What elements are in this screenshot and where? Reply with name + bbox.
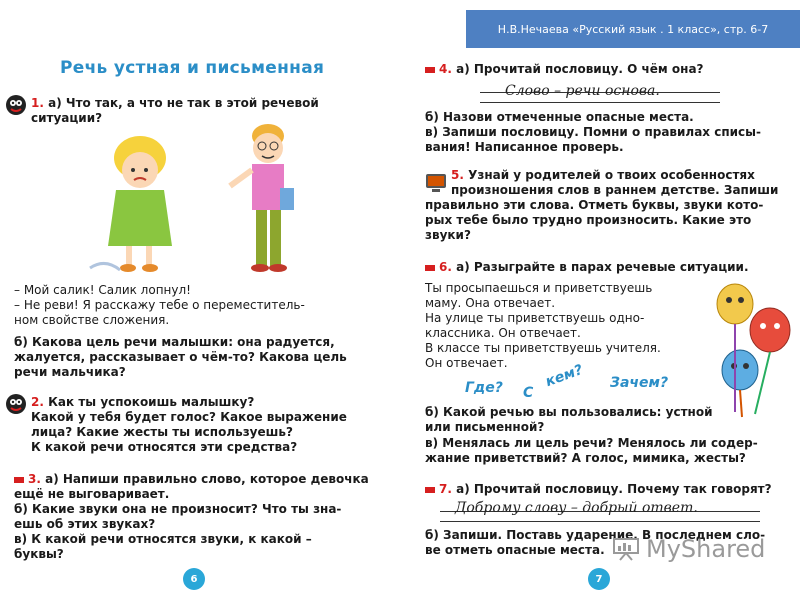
task4-number: 4. — [439, 62, 452, 76]
question-with: С — [523, 385, 534, 401]
task6-c-line-1: в) Менялась ли цель речи? Менялось ли содер- — [425, 436, 758, 450]
task1-b-line-1: б) Какова цель речи малышки: она радуется, — [14, 335, 335, 349]
task1-a-bold: речевой ситуации — [31, 96, 319, 125]
task2-line-1 — [31, 395, 381, 410]
task2-line-4: К какой речи относятся эти средства? — [31, 440, 298, 454]
left-page — [0, 0, 395, 600]
speech-task-icon — [5, 94, 27, 116]
task2-line-2: Какой у тебя будет голос? Какое выражение — [31, 410, 347, 424]
task6-b-line-2: или письменной? — [425, 420, 545, 434]
task6-a — [425, 260, 795, 275]
situation-3-line-2: Он отвечает. — [425, 356, 508, 370]
task4-c-line-1: в) Запиши пословицу. Помни о правилах списы- — [425, 125, 761, 139]
dialog-line-1: – Мой салик! Салик лопнул! — [14, 283, 191, 297]
task2-line-3: лица? Какие жесты ты используешь? — [31, 425, 293, 439]
question-why: Зачем? — [610, 375, 669, 391]
task7-a-text: а) Прочитай пословицу. Почему так говорят? — [456, 482, 772, 496]
task3-line-2: ещё не выговаривает. — [14, 487, 170, 501]
theater-masks-illustration — [710, 282, 795, 422]
task3-line-1 — [14, 472, 384, 487]
task3-line-1-text: а) Напиши правильно слово, которое девочка — [45, 472, 369, 486]
task4-a-text: а) Прочитай пословицу. О чём она? — [456, 62, 704, 76]
writing-task-marker — [425, 265, 435, 271]
task5-line-3: правильно эти слова. Отметь буквы, звуки кото- — [425, 198, 764, 212]
task4-b: б) Назови отмеченные опасные места. — [425, 110, 694, 124]
task4-proverb: Слово – речи основа. — [505, 83, 660, 99]
question-whom: кем? — [543, 361, 586, 391]
task1-b-line-2: жалуется, рассказывает о чём-то? Какова цель — [14, 350, 347, 364]
task7-b-line-1: б) Запиши. Поставь ударение. В последнем сло- — [425, 528, 766, 542]
task6-a-text: а) Разыграйте в парах речевые ситуации. — [456, 260, 749, 274]
task3-number: 3. — [28, 472, 41, 486]
boy-figure — [230, 124, 294, 272]
task5-line-1 — [451, 168, 795, 183]
question-where: Где? — [465, 380, 503, 396]
speech-task-icon — [5, 393, 27, 415]
task7-a — [425, 482, 795, 497]
writing-line — [480, 102, 720, 103]
task3-line-3: б) Какие звуки она не произносит? Что ты зна- — [14, 502, 342, 516]
situation-1-line-1: Ты просыпаешься и приветствуешь — [425, 281, 653, 295]
task4-a — [425, 62, 795, 77]
children-illustration — [80, 118, 310, 283]
task5-line-1-text: Узнай у родителей о твоих особенностях — [468, 168, 755, 182]
watermark-text: MyShared — [646, 535, 766, 563]
writing-line — [440, 521, 760, 522]
page-title: Речь устная и письменная — [60, 58, 325, 78]
page-number: 7 — [588, 568, 610, 590]
task2-number: 2. — [31, 395, 44, 409]
writing-task-marker — [14, 477, 24, 483]
task1-b-line-3: речи мальчика? — [14, 365, 126, 379]
task6-number: 6. — [439, 260, 452, 274]
watermark — [612, 535, 765, 563]
task1-a-end: ? — [95, 111, 103, 125]
page-number: 6 — [183, 568, 205, 590]
task1-a-text: а) Что так, а что не так в этой — [48, 96, 258, 110]
computer-task-icon — [425, 172, 447, 194]
task7-number: 7. — [439, 482, 452, 496]
situation-2-line-1: На улице ты приветствуешь одно- — [425, 311, 645, 325]
situation-3-line-1: В классе ты приветствуешь учителя. — [425, 341, 661, 355]
task7-proverb: Доброму слову – добрый ответ. — [455, 500, 698, 516]
girl-figure — [90, 136, 172, 272]
dialog-line-3: ном свойстве сложения. — [14, 313, 170, 327]
task5-line-5: звуки? — [425, 228, 471, 242]
situation-2-line-2: классника. Он отвечает. — [425, 326, 581, 340]
task4-c-line-2: вания! Написанное проверь. — [425, 140, 624, 154]
presentation-board-icon — [612, 537, 640, 561]
task6-c-line-2: жание приветствий? А голос, мимика, жесты? — [425, 451, 746, 465]
dialog-line-2: – Не реви! Я расскажу тебе о переместитель- — [14, 298, 305, 312]
task7-b-line-2: ве отметь опасные места. — [425, 543, 605, 557]
task3-line-5: в) К какой речи относятся звуки, к какой – — [14, 532, 312, 546]
task5-line-4: рых тебе было трудно произносить. Какие это — [425, 213, 752, 227]
writing-task-marker — [425, 67, 435, 73]
task3-line-6: буквы? — [14, 547, 64, 561]
right-page — [405, 0, 800, 600]
situation-1-line-2: маму. Она отвечает. — [425, 296, 556, 310]
task2-line-1-text: Как ты успокоишь малышку? — [48, 395, 255, 409]
writing-task-marker — [425, 487, 435, 493]
task1-number: 1. — [31, 96, 44, 110]
task3-line-4: ешь об этих звуках? — [14, 517, 156, 531]
task6-b-line-1: б) Какой речью вы пользовались: устной — [425, 405, 713, 419]
source-banner: Н.В.Нечаева «Русский язык . 1 класс», стр. 6-7 — [466, 10, 800, 48]
task5-line-2: произношения слов в раннем детстве. Запиши — [451, 183, 779, 197]
task5-number: 5. — [451, 168, 464, 182]
